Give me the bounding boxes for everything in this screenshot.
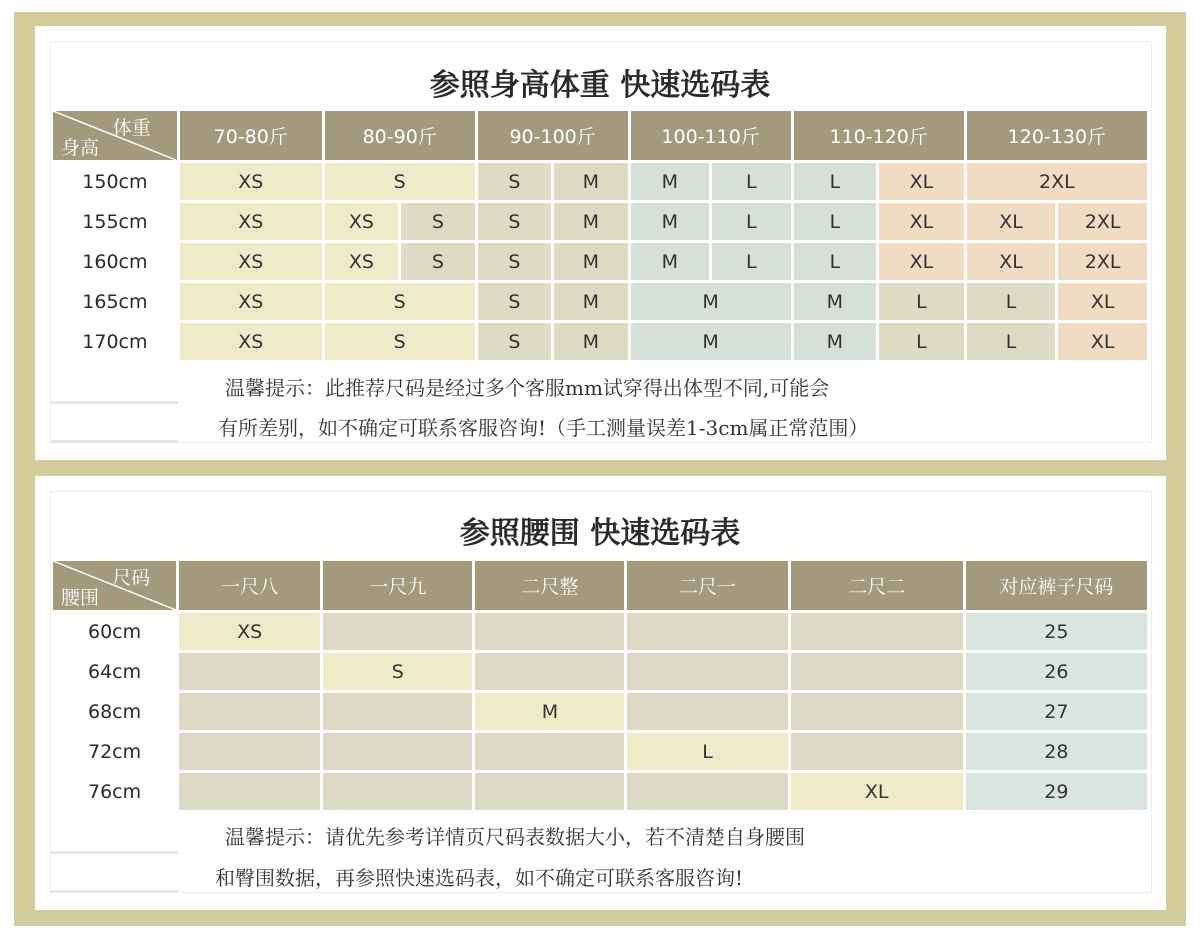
size-cell: S bbox=[325, 163, 475, 200]
size-cell: XL bbox=[879, 243, 964, 280]
waist-header: 一尺八 bbox=[179, 561, 320, 610]
table-row bbox=[53, 243, 1147, 280]
empty-cell bbox=[323, 693, 472, 730]
height-label: 155cm bbox=[53, 203, 177, 240]
size-cell: M bbox=[554, 283, 627, 320]
size-cell: XS bbox=[180, 243, 322, 280]
waist-table-title: 参照腰围 快速选码表 bbox=[459, 516, 741, 551]
pants-size-cell: 26 bbox=[966, 653, 1147, 690]
size-cell: XS bbox=[325, 243, 398, 280]
size-cell: S bbox=[401, 203, 474, 240]
size-cell: L bbox=[879, 283, 964, 320]
size-cell: L bbox=[794, 203, 877, 240]
empty-cell bbox=[791, 613, 963, 650]
size-cell: L bbox=[879, 323, 964, 360]
size-cell: S bbox=[478, 283, 551, 320]
waist-label: 60cm bbox=[53, 613, 176, 650]
size-cell: M bbox=[475, 693, 624, 730]
size-cell: XS bbox=[180, 323, 322, 360]
waist-table-note-line1: 温馨提示：请优先参考详情页尺码表数据大小，若不清楚自身腰围 bbox=[225, 825, 805, 849]
size-cell: XL bbox=[791, 773, 963, 810]
empty-cell bbox=[627, 773, 787, 810]
weight-header: 80-90斤 bbox=[325, 111, 475, 160]
weight-header: 90-100斤 bbox=[478, 111, 628, 160]
empty-cell bbox=[627, 653, 787, 690]
size-table-corner bbox=[53, 111, 177, 160]
size-cell: M bbox=[554, 203, 627, 240]
size-cell: S bbox=[478, 243, 551, 280]
size-cell: XL bbox=[967, 243, 1056, 280]
size-cell: M bbox=[794, 283, 877, 320]
divider bbox=[50, 401, 178, 404]
empty-cell bbox=[179, 653, 320, 690]
size-cell: XS bbox=[180, 283, 322, 320]
empty-cell bbox=[323, 773, 472, 810]
weight-header: 110-120斤 bbox=[794, 111, 964, 160]
waist-label: 76cm bbox=[53, 773, 176, 810]
size-cell: XS bbox=[180, 203, 322, 240]
size-cell: L bbox=[794, 163, 877, 200]
empty-cell bbox=[179, 773, 320, 810]
waist-table-corner bbox=[53, 561, 176, 610]
size-cell: M bbox=[631, 283, 791, 320]
size-cell: XL bbox=[1058, 283, 1147, 320]
waist-label: 64cm bbox=[53, 653, 176, 690]
divider bbox=[50, 851, 178, 854]
size-cell: L bbox=[712, 163, 791, 200]
size-cell: S bbox=[401, 243, 474, 280]
size-cell: M bbox=[554, 323, 627, 360]
size-table-note-line1: 温馨提示：此推荐尺码是经过多个客服mm试穿得出体型不同,可能会 bbox=[225, 376, 830, 400]
pants-size-cell: 29 bbox=[966, 773, 1147, 810]
weight-header: 70-80斤 bbox=[180, 111, 322, 160]
pants-size-cell: 28 bbox=[966, 733, 1147, 770]
size-cell: L bbox=[967, 323, 1056, 360]
table-row bbox=[53, 203, 1147, 240]
height-label: 160cm bbox=[53, 243, 177, 280]
divider bbox=[50, 890, 178, 893]
size-cell: S bbox=[323, 653, 472, 690]
size-cell: XL bbox=[1058, 323, 1147, 360]
size-cell: 2XL bbox=[967, 163, 1147, 200]
size-cell: M bbox=[631, 243, 710, 280]
size-cell: M bbox=[631, 203, 710, 240]
waist-table-note-line2: 和臀围数据，再参照快速选码表，如不确定可联系客服咨询! bbox=[215, 866, 744, 890]
waist-header: 二尺一 bbox=[627, 561, 787, 610]
waist-label: 72cm bbox=[53, 733, 176, 770]
empty-cell bbox=[627, 613, 787, 650]
table-row bbox=[53, 163, 1147, 200]
weight-header: 100-110斤 bbox=[631, 111, 791, 160]
empty-cell bbox=[323, 733, 472, 770]
empty-cell bbox=[791, 733, 963, 770]
waist-header: 二尺二 bbox=[791, 561, 963, 610]
table-row bbox=[53, 283, 1147, 320]
table-row bbox=[53, 733, 1147, 770]
empty-cell bbox=[323, 613, 472, 650]
size-table-title: 参照身高体重 快速选码表 bbox=[429, 68, 771, 103]
waist-header: 一尺九 bbox=[323, 561, 472, 610]
table-row bbox=[53, 693, 1147, 730]
size-cell: S bbox=[325, 323, 475, 360]
corner-height-label: 身高 bbox=[61, 137, 100, 159]
size-cell: XL bbox=[879, 203, 964, 240]
size-cell: S bbox=[325, 283, 475, 320]
corner-waist-label: 腰围 bbox=[61, 587, 100, 609]
empty-cell bbox=[475, 653, 624, 690]
empty-cell bbox=[627, 693, 787, 730]
size-table-note-line2: 有所差别，如不确定可联系客服咨询!（手工测量误差1-3cm属正常范围） bbox=[218, 416, 869, 440]
empty-cell bbox=[179, 733, 320, 770]
corner-size-label: 尺码 bbox=[112, 567, 151, 589]
size-cell: XS bbox=[325, 203, 398, 240]
table-row bbox=[53, 613, 1147, 650]
size-cell: M bbox=[631, 163, 710, 200]
weight-header: 120-130斤 bbox=[967, 111, 1147, 160]
empty-cell bbox=[475, 613, 624, 650]
size-cell: S bbox=[478, 203, 551, 240]
size-cell: M bbox=[794, 323, 877, 360]
table-row bbox=[53, 653, 1147, 690]
divider bbox=[50, 440, 178, 443]
waist-table bbox=[50, 558, 1150, 813]
height-label: 165cm bbox=[53, 283, 177, 320]
empty-cell bbox=[475, 773, 624, 810]
size-cell: M bbox=[554, 163, 627, 200]
empty-cell bbox=[791, 653, 963, 690]
pants-size-header: 对应裤子尺码 bbox=[966, 561, 1147, 610]
size-cell: XL bbox=[967, 203, 1056, 240]
size-cell: S bbox=[478, 163, 551, 200]
size-cell: 2XL bbox=[1058, 203, 1147, 240]
size-cell: L bbox=[712, 203, 791, 240]
pants-size-cell: 25 bbox=[966, 613, 1147, 650]
empty-cell bbox=[475, 733, 624, 770]
empty-cell bbox=[791, 693, 963, 730]
size-table bbox=[50, 108, 1150, 363]
waist-label: 68cm bbox=[53, 693, 176, 730]
corner-weight-label: 体重 bbox=[112, 117, 151, 139]
size-cell: S bbox=[478, 323, 551, 360]
size-cell: XS bbox=[180, 163, 322, 200]
size-cell: XS bbox=[179, 613, 320, 650]
size-cell: M bbox=[631, 323, 791, 360]
pants-size-cell: 27 bbox=[966, 693, 1147, 730]
size-cell: XL bbox=[879, 163, 964, 200]
table-row bbox=[53, 323, 1147, 360]
height-label: 150cm bbox=[53, 163, 177, 200]
table-row bbox=[53, 773, 1147, 810]
size-cell: L bbox=[967, 283, 1056, 320]
size-cell: L bbox=[794, 243, 877, 280]
size-cell: M bbox=[554, 243, 627, 280]
empty-cell bbox=[179, 693, 320, 730]
size-cell: L bbox=[627, 733, 787, 770]
height-label: 170cm bbox=[53, 323, 177, 360]
size-cell: 2XL bbox=[1058, 243, 1147, 280]
waist-header: 二尺整 bbox=[475, 561, 624, 610]
size-cell: L bbox=[712, 243, 791, 280]
